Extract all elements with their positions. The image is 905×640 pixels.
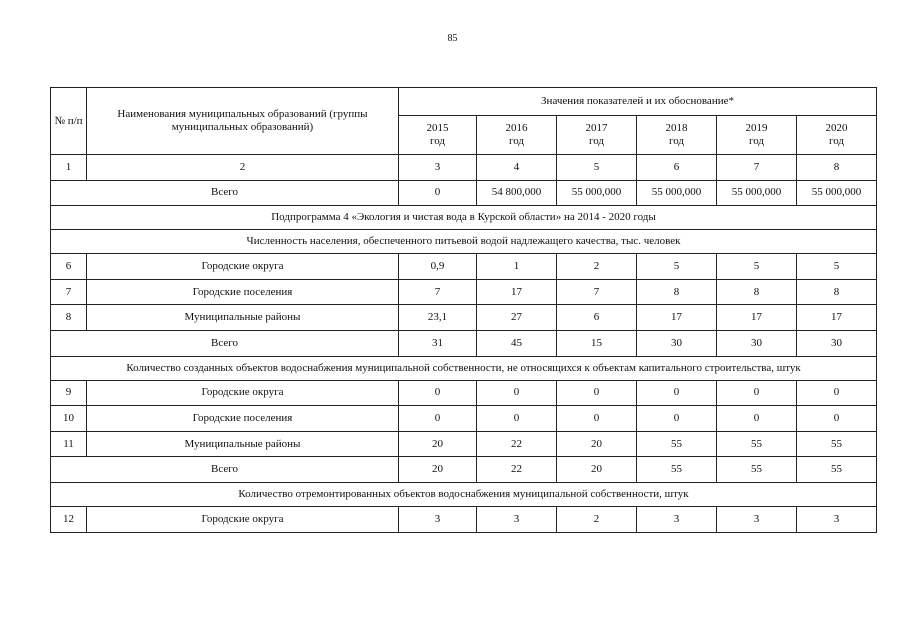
value-cell: 0 <box>717 406 797 432</box>
column-numbers-row <box>51 155 877 181</box>
municipality-name: Городские поселения <box>87 279 399 305</box>
value-cell: 0 <box>399 406 477 432</box>
municipality-name: Городские округа <box>87 380 399 406</box>
value-cell: 22 <box>477 457 557 483</box>
total-row <box>51 180 877 206</box>
year-header-2018: 2018 год <box>637 116 717 155</box>
municipality-name: Муниципальные районы <box>87 431 399 457</box>
table-row <box>51 279 877 305</box>
value-cell: 0 <box>399 180 477 206</box>
row-number: 11 <box>51 431 87 457</box>
table-row <box>51 380 877 406</box>
value-cell: 5 <box>717 254 797 280</box>
value-cell: 20 <box>399 457 477 483</box>
section-header-row <box>51 206 877 230</box>
value-cell: 0 <box>797 380 877 406</box>
section-title: Подпрограмма 4 «Экология и чистая вода в Курской области» на 2014 - 2020 годы <box>51 206 877 230</box>
column-number: 8 <box>797 155 877 181</box>
value-cell: 7 <box>399 279 477 305</box>
column-number: 2 <box>87 155 399 181</box>
year-header-2017: 2017 год <box>557 116 637 155</box>
value-cell: 55 000,000 <box>717 180 797 206</box>
num-header: № п/п <box>51 88 87 155</box>
column-number: 6 <box>637 155 717 181</box>
row-number: 9 <box>51 380 87 406</box>
value-cell: 3 <box>797 506 877 532</box>
value-cell: 0 <box>637 380 717 406</box>
value-cell: 6 <box>557 305 637 331</box>
total-row <box>51 330 877 356</box>
row-number: 10 <box>51 406 87 432</box>
value-cell: 2 <box>557 506 637 532</box>
column-number: 1 <box>51 155 87 181</box>
value-cell: 31 <box>399 330 477 356</box>
value-cell: 0 <box>399 380 477 406</box>
value-cell: 27 <box>477 305 557 331</box>
value-cell: 3 <box>477 506 557 532</box>
section-header-row <box>51 356 877 380</box>
year-header-2020: 2020 год <box>797 116 877 155</box>
table-row <box>51 431 877 457</box>
value-cell: 55 <box>797 457 877 483</box>
page-number: 85 <box>447 33 458 44</box>
value-cell: 0,9 <box>399 254 477 280</box>
section-header-row <box>51 230 877 254</box>
value-cell: 45 <box>477 330 557 356</box>
value-cell: 23,1 <box>399 305 477 331</box>
value-cell: 17 <box>477 279 557 305</box>
value-cell: 3 <box>717 506 797 532</box>
section-header-row <box>51 482 877 506</box>
value-cell: 20 <box>557 457 637 483</box>
value-cell: 2 <box>557 254 637 280</box>
row-number: 7 <box>51 279 87 305</box>
table-row <box>51 506 877 532</box>
value-cell: 5 <box>797 254 877 280</box>
value-cell: 3 <box>399 506 477 532</box>
value-cell: 55 000,000 <box>557 180 637 206</box>
value-cell: 30 <box>637 330 717 356</box>
municipality-name: Городские округа <box>87 254 399 280</box>
value-cell: 20 <box>399 431 477 457</box>
value-cell: 0 <box>477 406 557 432</box>
value-cell: 30 <box>717 330 797 356</box>
row-number: 12 <box>51 506 87 532</box>
value-cell: 15 <box>557 330 637 356</box>
table-row <box>51 254 877 280</box>
value-cell: 17 <box>797 305 877 331</box>
section-title: Численность населения, обеспеченного питьевой водой надлежащего качества, тыс. человек <box>51 230 877 254</box>
value-cell: 55 <box>717 457 797 483</box>
total-label: Всего <box>51 180 399 206</box>
value-cell: 20 <box>557 431 637 457</box>
value-cell: 54 800,000 <box>477 180 557 206</box>
value-cell: 7 <box>557 279 637 305</box>
section-title: Количество отремонтированных объектов водоснабжения муниципальной собственности, штук <box>51 482 877 506</box>
value-cell: 22 <box>477 431 557 457</box>
values-header: Значения показателей и их обоснование* <box>399 88 877 116</box>
column-number: 3 <box>399 155 477 181</box>
total-label: Всего <box>51 330 399 356</box>
value-cell: 8 <box>797 279 877 305</box>
column-number: 5 <box>557 155 637 181</box>
value-cell: 30 <box>797 330 877 356</box>
value-cell: 1 <box>477 254 557 280</box>
year-header-2019: 2019 год <box>717 116 797 155</box>
value-cell: 0 <box>557 380 637 406</box>
value-cell: 0 <box>477 380 557 406</box>
municipality-name: Городские округа <box>87 506 399 532</box>
table-row <box>51 305 877 331</box>
value-cell: 17 <box>637 305 717 331</box>
header-row <box>51 88 877 116</box>
total-label: Всего <box>51 457 399 483</box>
value-cell: 0 <box>797 406 877 432</box>
value-cell: 55 000,000 <box>797 180 877 206</box>
table-row <box>51 406 877 432</box>
municipality-name: Городские поселения <box>87 406 399 432</box>
value-cell: 55 <box>637 431 717 457</box>
value-cell: 55 <box>637 457 717 483</box>
year-header-2015: 2015 год <box>399 116 477 155</box>
value-cell: 3 <box>637 506 717 532</box>
value-cell: 17 <box>717 305 797 331</box>
value-cell: 0 <box>637 406 717 432</box>
value-cell: 55 <box>717 431 797 457</box>
value-cell: 0 <box>717 380 797 406</box>
municipality-name: Муниципальные районы <box>87 305 399 331</box>
row-number: 8 <box>51 305 87 331</box>
value-cell: 0 <box>557 406 637 432</box>
section-title: Количество созданных объектов водоснабжения муниципальной собственности, не относящихся к объектам капитального строительства, штук <box>51 356 877 380</box>
value-cell: 8 <box>637 279 717 305</box>
indicators-table <box>50 87 877 533</box>
column-number: 7 <box>717 155 797 181</box>
year-header-2016: 2016 год <box>477 116 557 155</box>
column-number: 4 <box>477 155 557 181</box>
total-row <box>51 457 877 483</box>
value-cell: 8 <box>717 279 797 305</box>
row-number: 6 <box>51 254 87 280</box>
value-cell: 5 <box>637 254 717 280</box>
value-cell: 55 <box>797 431 877 457</box>
name-header: Наименования муниципальных образований (группы муниципальных образований) <box>87 88 399 155</box>
value-cell: 55 000,000 <box>637 180 717 206</box>
